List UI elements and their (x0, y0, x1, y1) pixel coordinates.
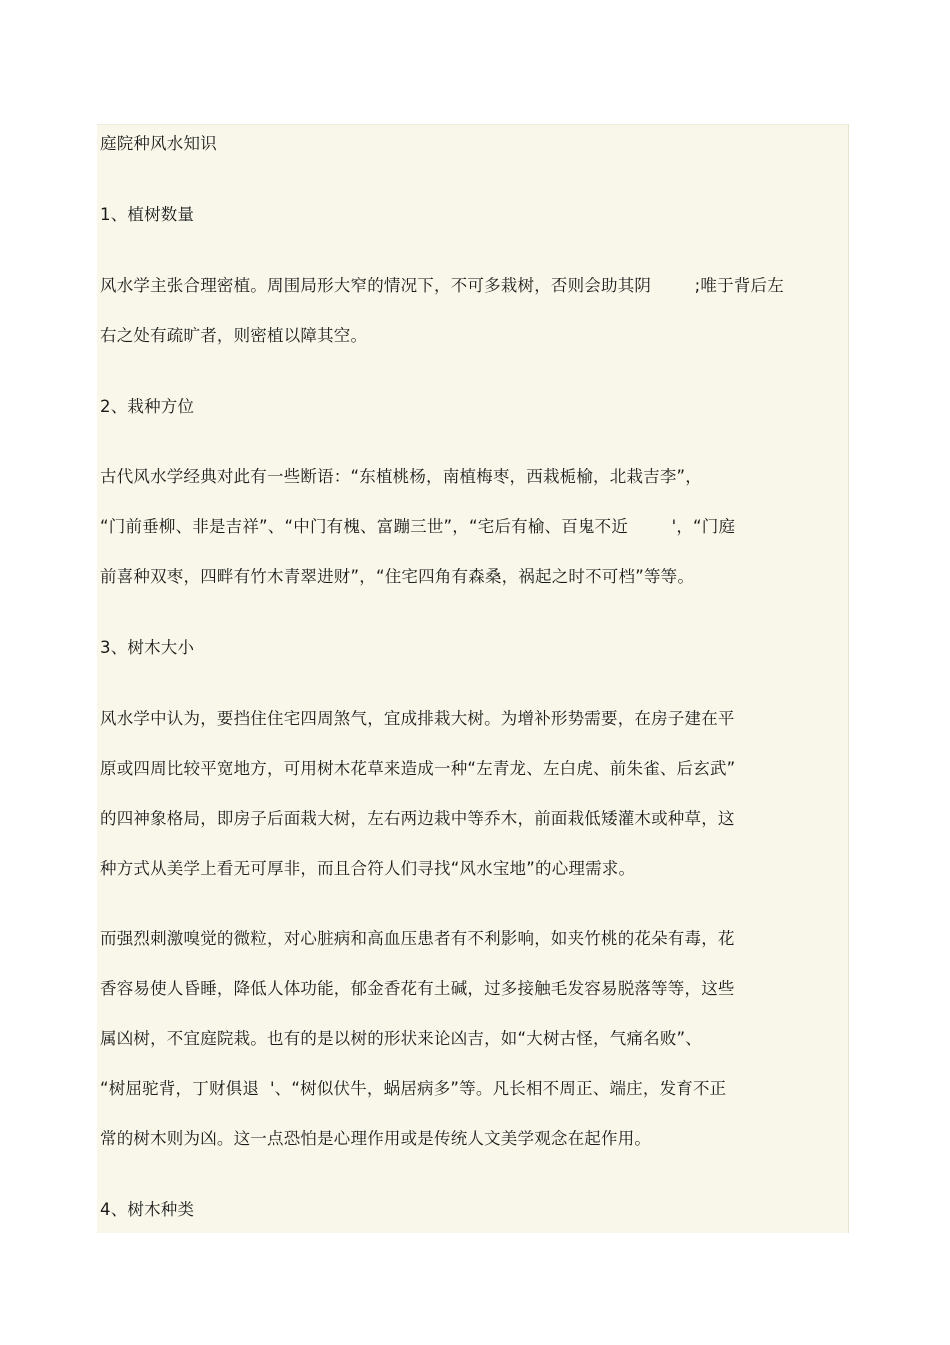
section-2-line: 前喜种双枣，四畔有竹木青翠进财”，“住宅四角有森桑，祸起之时不可档”等等。 (100, 567, 695, 586)
section-3-para2-line: 香容易使人昏睡，降低人体功能，郁金香花有土碱，过多接触毛发容易脱落等等，这些 (100, 979, 735, 998)
section-3-para2-line: 常的树木则为凶。这一点恐怕是心理作用或是传统人文美学观念在起作用。 (100, 1129, 652, 1148)
section-1-line: 风水学主张合理密植。周围局形大窄的情况下，不可多栽树，否则会助其阴 ;唯于背后左 (100, 276, 784, 295)
section-3-para2-line: “树屈驼背，丁财俱退 '、“树似伏牛，蜗居病多”等。凡长相不周正、端庄，发育不正 (100, 1079, 727, 1098)
section-3-para2-line: 属凶树，不宜庭院栽。也有的是以树的形状来论凶吉，如“大树古怪，气痛名败”、 (100, 1029, 702, 1048)
section-3-para1-line: 风水学中认为，要挡住住宅四周煞气，宜成排栽大树。为增补形势需要，在房子建在平 (100, 709, 735, 728)
section-3-para1-line: 原或四周比较平宽地方，可用树木花草来造成一种“左青龙、左白虎、前朱雀、后玄武” (100, 759, 736, 778)
section-2-line: “门前垂柳、非是吉祥”、“中门有槐、富蹦三世”，“宅后有榆、百鬼不近 '，“门庭 (100, 517, 736, 536)
section-1-line: 右之处有疏旷者，则密植以障其空。 (100, 326, 368, 345)
section-2-heading: 2、栽种方位 (100, 397, 195, 416)
section-3-para1-line: 种方式从美学上看无可厚非，而且合符人们寻找“风水宝地”的心理需求。 (100, 859, 636, 878)
section-4-heading: 4、树木种类 (100, 1200, 195, 1219)
section-3-para2-line: 而强烈刺激嗅觉的微粒，对心脏病和高血压患者有不利影响，如夹竹桃的花朵有毒，花 (100, 929, 735, 948)
section-3-heading: 3、树木大小 (100, 638, 195, 657)
section-1-heading: 1、植树数量 (100, 205, 195, 224)
document-title: 庭院种风水知识 (100, 134, 217, 153)
section-2-line: 古代风水学经典对此有一些断语：“东植桃杨，南植梅枣，西栽栀榆，北栽吉李”， (100, 467, 702, 486)
section-3-para1-line: 的四神象格局，即房子后面栽大树，左右两边栽中等乔木，前面栽低矮灌木或种草，这 (100, 809, 735, 828)
